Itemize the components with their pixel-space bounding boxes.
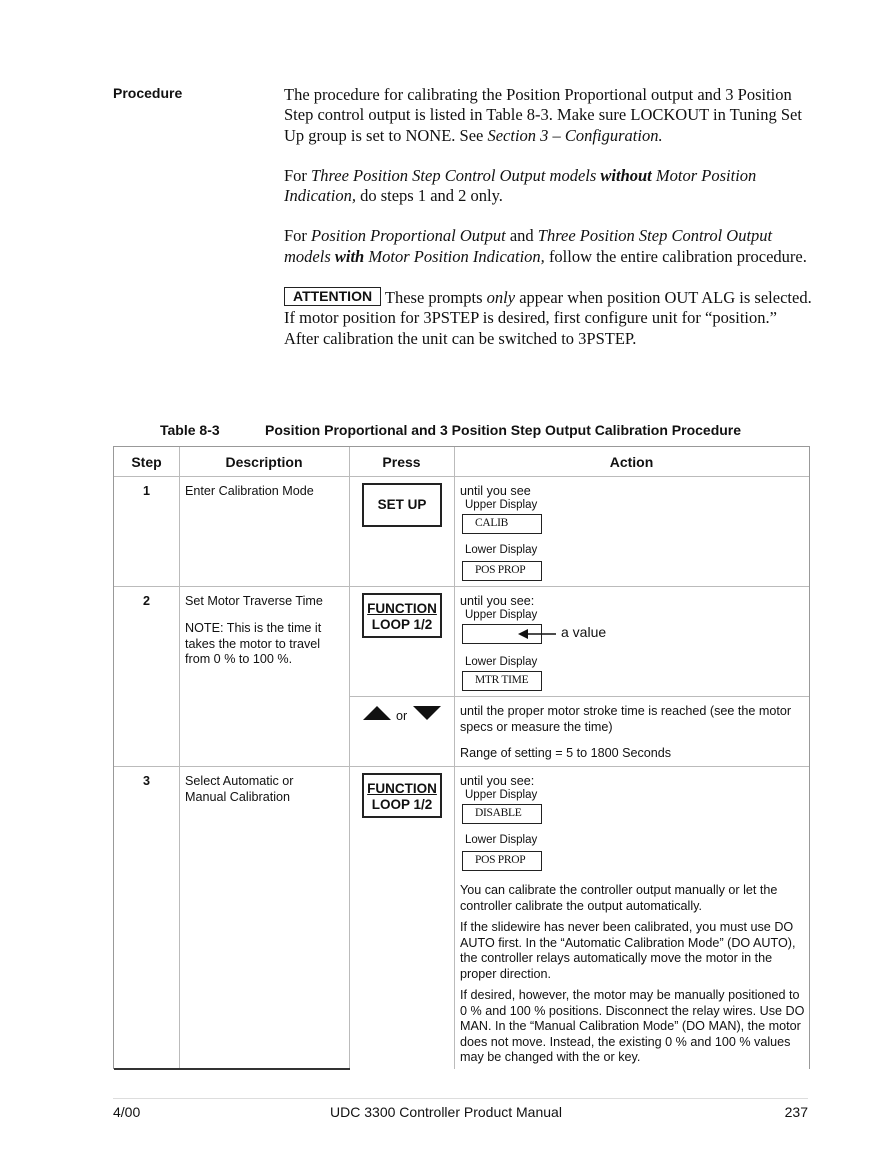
table-number: Table 8-3 bbox=[160, 422, 220, 438]
calibration-table bbox=[113, 446, 810, 1069]
setup-key: SET UP bbox=[362, 483, 442, 527]
step-2-lower-display-label: Lower Display bbox=[465, 656, 538, 668]
arrow-left-icon bbox=[518, 628, 558, 640]
up-arrow-key-icon bbox=[362, 704, 392, 722]
step-number-1: 1 bbox=[142, 484, 150, 498]
footer-page-number: 237 bbox=[784, 1104, 808, 1120]
step-3-paragraph-1: You can calibrate the controller output manually or let the controller calibrate the output automatically. bbox=[460, 883, 778, 913]
attention-text: These prompts only appear when position OUT ALG is selected. If motor position for 3PSTEP is desired, first configure unit for “position.” After calibration the unit can be switched to 3PSTEP. bbox=[284, 288, 812, 348]
step-3-paragraph-2: If the slidewire has never been calibrated, you must use DO AUTO first. In the “Automatic Calibration Mode” (DO AUTO), the controller relays automatically move the motor in the proper direction. bbox=[460, 920, 796, 981]
step-1-lower-display-label: Lower Display bbox=[465, 544, 538, 556]
footer-title: UDC 3300 Controller Product Manual bbox=[330, 1104, 562, 1120]
step-number-2: 2 bbox=[142, 594, 150, 608]
step-2-sub-action: until the proper motor stroke time is reached (see the motor specs or measure the time) bbox=[460, 704, 792, 734]
down-arrow-key-icon bbox=[412, 704, 442, 722]
step-2-until-you-see: until you see: bbox=[460, 594, 535, 608]
step-1-until-you-see: until you see bbox=[460, 484, 531, 498]
step-3-lower-display-label: Lower Display bbox=[465, 834, 538, 846]
a-value-label: a value bbox=[561, 624, 607, 640]
step-3-description: Select Automatic or Manual Calibration bbox=[185, 774, 294, 804]
procedure-label: Procedure bbox=[113, 85, 183, 101]
step-2-note: NOTE: This is the time it takes the motor to travel from 0 % to 100 %. bbox=[185, 621, 322, 666]
step-3-paragraph-3: If desired, however, the motor may be manually positioned to 0 % and 100 % positions. Disconnect the relay wires. Use DO MAN. In the “Manual Calibration Mode” (DO MAN), the motor does not move. Instead, the existing 0 % and 100 % values may be changed with the or key. bbox=[460, 988, 805, 1064]
attention-badge: ATTENTION bbox=[284, 287, 381, 306]
header-description: Description bbox=[225, 454, 303, 470]
table-title: Position Proportional and 3 Position Step Output Calibration Procedure bbox=[265, 422, 742, 438]
step-3-upper-display-label: Upper Display bbox=[465, 789, 538, 801]
step-3-until-you-see: until you see: bbox=[460, 774, 535, 788]
header-action: Action bbox=[609, 454, 654, 470]
function-loop-key-step-3: FUNCTION LOOP 1/2 bbox=[362, 773, 442, 818]
step-2-range: Range of setting = 5 to 1800 Seconds bbox=[460, 746, 672, 760]
header-press: Press bbox=[382, 454, 421, 470]
step-2-upper-display-label: Upper Display bbox=[465, 609, 538, 621]
step-1-upper-display-label: Upper Display bbox=[465, 499, 538, 511]
step-1-description: Enter Calibration Mode bbox=[185, 484, 314, 498]
intro-paragraph-1: The procedure for calibrating the Position Proportional output and 3 Position Step control output is listed in Table 8-3. Make sure LOCKOUT in Tuning Set Up group is set to NONE. See Section 3 – Configuration. bbox=[284, 85, 802, 145]
intro-paragraph-3: For Position Proportional Output and Three Position Step Control Output models with Motor Position Indication, follow the entire calibration procedure. bbox=[284, 226, 807, 266]
step-2-lower-display: MTR TIME bbox=[462, 671, 542, 691]
step-2-description: Set Motor Traverse Time bbox=[185, 594, 323, 608]
header-step: Step bbox=[131, 454, 162, 470]
intro-text bbox=[284, 85, 814, 369]
step-3-lower-display: POS PROP bbox=[462, 851, 542, 871]
footer-date: 4/00 bbox=[113, 1104, 141, 1120]
step-1-lower-display: POS PROP bbox=[462, 561, 542, 581]
step-1-upper-display: CALIB bbox=[462, 514, 542, 534]
intro-paragraph-2: For Three Position Step Control Output models without Motor Position Indication, do steps 1 and 2 only. bbox=[284, 165, 757, 206]
footer-divider bbox=[113, 1098, 808, 1099]
step-3-upper-display: DISABLE bbox=[462, 804, 542, 824]
intro-paragraph-4 bbox=[284, 287, 814, 349]
step-number-3: 3 bbox=[142, 774, 150, 788]
or-label: or bbox=[396, 709, 408, 723]
function-loop-key-step-2: FUNCTION LOOP 1/2 bbox=[362, 593, 442, 638]
